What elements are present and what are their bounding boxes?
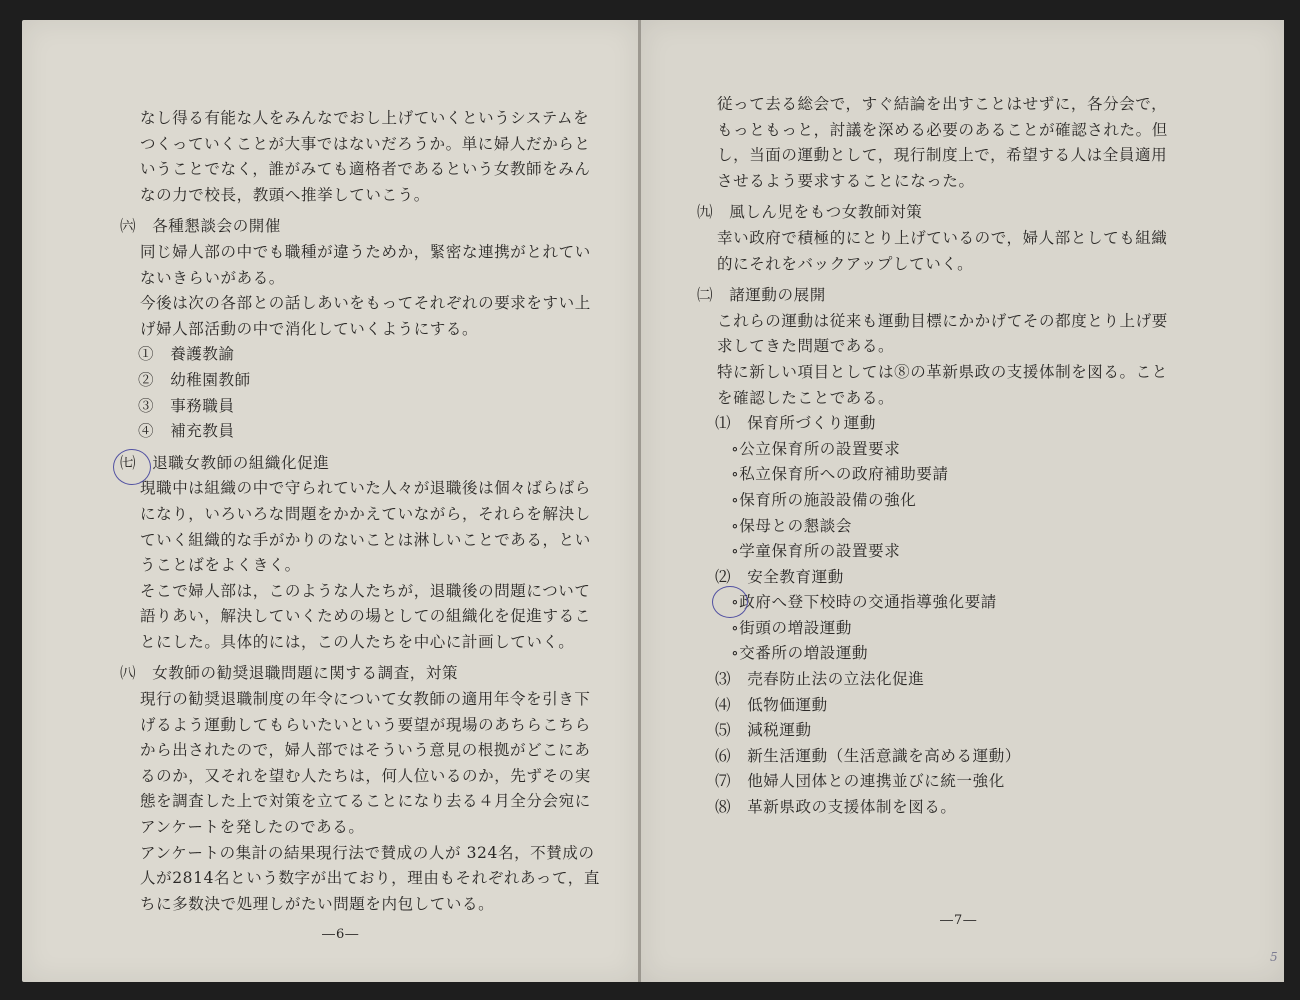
left-page-line: アンケートを発したのである。 <box>140 818 365 837</box>
pen-circle-annotation-left <box>113 449 151 485</box>
right-page-line: ⑺ 他婦人団体との連携並びに統一強化 <box>715 772 1005 791</box>
right-page-line: ∘学童保育所の設置要求 <box>715 542 901 561</box>
right-page-line: 求してきた問題である。 <box>717 337 895 356</box>
right-page-line: ⑵ 安全教育運動 <box>715 567 844 586</box>
right-page-line: を確認したことである。 <box>717 388 895 407</box>
right-page-line: 特に新しい項目としては⑧の革新県政の支援体制を図る。こと <box>717 362 1168 381</box>
right-page-line: ∘政府へ登下校時の交通指導強化要請 <box>715 593 997 612</box>
right-page-line: ∘保母との懇談会 <box>715 516 852 535</box>
right-page-line: ∘私立保育所への政府補助要請 <box>715 465 949 484</box>
right-page-line: ⑶ 売春防止法の立法化促進 <box>715 670 925 689</box>
left-page-line: なし得る有能な人をみんなでおし上げていくというシステムを <box>140 109 590 127</box>
left-page-line: ㈧ 女教師の勧奨退職問題に関する調査，対策 <box>120 664 459 683</box>
right-page-line: ∘交番所の増設運動 <box>715 644 869 663</box>
right-page-text <box>697 92 1168 821</box>
left-page-line: アンケートの集計の結果現行法で賛成の人が 324名，不賛成の <box>140 843 595 862</box>
left-page-number: ―6― <box>322 927 360 942</box>
left-page-line: なの力で校長，教頭へ推挙していこう。 <box>140 185 430 204</box>
left-page-line: 現職中は組織の中で守られていた人々が退職後は個々ばらばら <box>140 479 591 498</box>
left-page-line: 人が2814名という数字が出ており，理由もそれぞれあって，直 <box>140 869 600 888</box>
right-page-line: ⑹ 新生活運動（生活意識を高める運動） <box>715 746 1021 765</box>
right-page-line: ㈨ 風しん児をもつ女教師対策 <box>697 203 923 222</box>
right-page-line: 従って去る総会で，すぐ結論を出すことはせずに，各分会で， <box>717 95 1168 113</box>
left-page-line: うことばをよくきく。 <box>140 556 301 575</box>
right-page-number: ―7― <box>940 913 978 928</box>
right-page-line: し，当面の運動として，現行制度上で，希望する人は全員適用 <box>717 146 1168 165</box>
left-page-text <box>120 106 600 917</box>
left-page-line: 同じ婦人部の中でも職種が違うためか，緊密な連携がとれてい <box>140 242 591 261</box>
right-page-line: ∘保育所の施設設備の強化 <box>715 490 917 509</box>
left-page-line: ㈥ 各種懇談会の開催 <box>120 217 282 236</box>
left-page-line: ㈦ 退職女教師の組織化促進 <box>120 453 330 472</box>
right-page-line: ⑷ 低物価運動 <box>715 695 828 714</box>
left-page-line: 語りあい，解決していくための場としての組織化を促進するこ <box>140 607 591 626</box>
right-page-line: もっともっと，討議を深める必要のあることが確認された。但 <box>717 120 1168 139</box>
right-page-line: ⑴ 保育所づくり運動 <box>715 414 877 433</box>
left-page-line: そこで婦人部は，このような人たちが，退職後の問題について <box>140 581 591 600</box>
left-page-line: 今後は次の各部との話しあいをもってそれぞれの要求をすい上 <box>140 294 591 313</box>
right-page-line: ㈡ 諸運動の展開 <box>697 286 826 305</box>
left-page-line: ③ 事務職員 <box>138 396 235 415</box>
left-page-line: ないきらいがある。 <box>140 268 285 287</box>
left-page-line: ちに多数決で処理しがたい問題を内包している。 <box>140 894 495 913</box>
left-page-line: 現行の勧奨退職制度の年令について女教師の適用年令を引き下 <box>140 690 591 709</box>
left-page-line: から出されたので，婦人部ではそういう意見の根拠がどこにあ <box>140 741 591 760</box>
right-page-line: ⑻ 革新県政の支援体制を図る。 <box>715 798 957 817</box>
right-page-line: 幸い政府で積極的にとり上げているので，婦人部としても組織 <box>717 228 1168 247</box>
left-page-line: 態を調査した上で対策を立てることになり去る４月全分会宛に <box>140 792 591 811</box>
left-page-line: ② 幼稚園教師 <box>138 370 251 389</box>
right-page-line: 的にそれをバックアップしていく。 <box>717 254 974 273</box>
right-page-line: これらの運動は従来も運動目標にかかげてその都度とり上げ要 <box>717 311 1168 330</box>
left-page-line: ていく組織的な手がかりのないことは淋しいことである，とい <box>140 530 591 549</box>
left-page-line: つくっていくことが大事ではないだろうか。単に婦人だからと <box>140 134 591 153</box>
left-page-line: るのか，又それを望む人たちは，何人位いるのか，先ずその実 <box>140 766 591 785</box>
right-page-line: させるよう要求することになった。 <box>717 171 975 190</box>
left-page-line: げ婦人部活動の中で消化していくようにする。 <box>140 319 479 338</box>
left-page-line: げるよう運動してもらいたいという要望が現場のあちらこちら <box>140 715 591 734</box>
right-page-line: ⑸ 減税運動 <box>715 721 812 740</box>
pen-circle-annotation-right <box>712 586 748 618</box>
left-page-line: とにした。具体的には，この人たちを中心に計画していく。 <box>140 632 575 651</box>
left-page-line: ④ 補充教員 <box>138 422 235 441</box>
left-page-line: ① 養護教諭 <box>138 345 235 364</box>
left-page-line: になり，いろいろな問題をかかえていながら，それらを解決し <box>140 504 591 523</box>
right-page-line: ∘街頭の増設運動 <box>715 618 852 637</box>
right-page-line: ∘公立保育所の設置要求 <box>715 439 901 458</box>
left-page-line: いうことでなく，誰がみても適格者であるという女教師をみん <box>140 160 591 179</box>
corner-pencil-mark: 5 <box>1270 950 1278 964</box>
